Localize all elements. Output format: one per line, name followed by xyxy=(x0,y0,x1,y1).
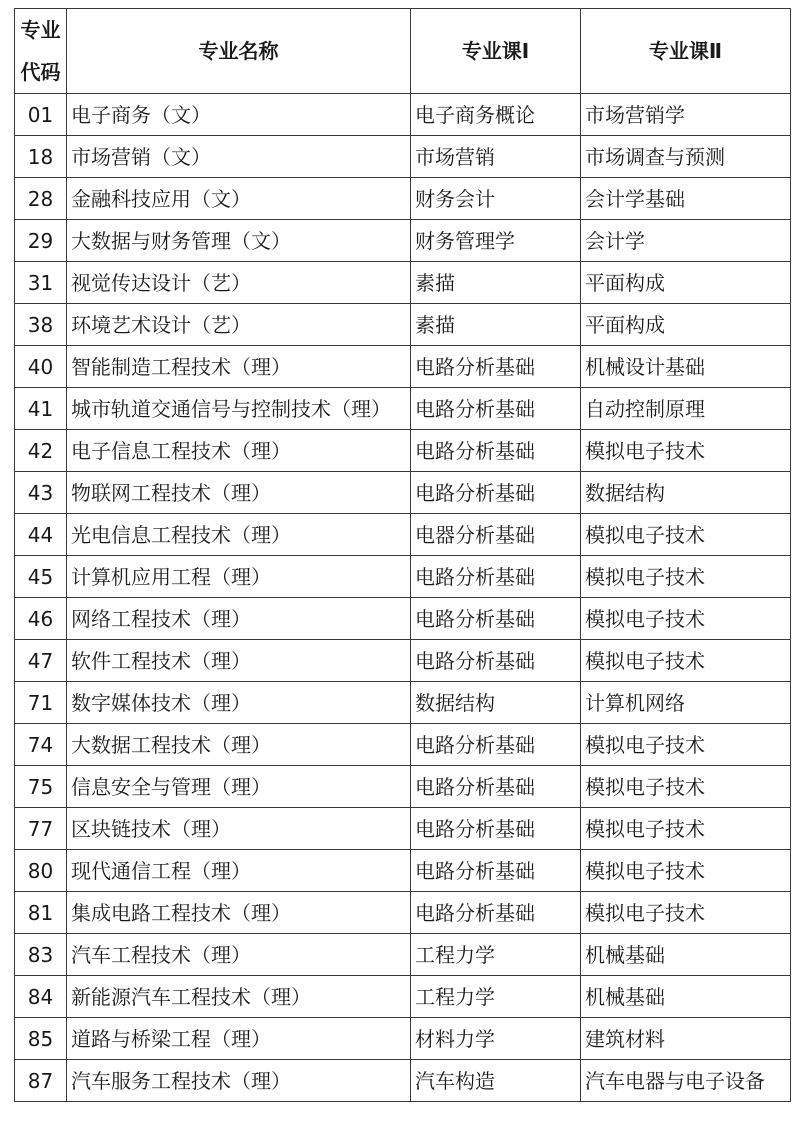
cell-name: 网络工程技术（理） xyxy=(67,598,411,640)
cell-course-2: 自动控制原理 xyxy=(581,388,791,430)
cell-name: 光电信息工程技术（理） xyxy=(67,514,411,556)
cell-course-2: 机械设计基础 xyxy=(581,346,791,388)
cell-name: 电子信息工程技术（理） xyxy=(67,430,411,472)
cell-code: 29 xyxy=(15,220,67,262)
cell-name: 视觉传达设计（艺） xyxy=(67,262,411,304)
cell-name: 计算机应用工程（理） xyxy=(67,556,411,598)
table-row xyxy=(15,556,791,598)
cell-course-1: 电路分析基础 xyxy=(411,472,581,514)
cell-code: 38 xyxy=(15,304,67,346)
table-row xyxy=(15,976,791,1018)
cell-name: 软件工程技术（理） xyxy=(67,640,411,682)
cell-course-1: 工程力学 xyxy=(411,976,581,1018)
cell-code: 71 xyxy=(15,682,67,724)
cell-course-1: 素描 xyxy=(411,262,581,304)
cell-code: 75 xyxy=(15,766,67,808)
cell-course-2: 机械基础 xyxy=(581,934,791,976)
cell-course-1: 电路分析基础 xyxy=(411,850,581,892)
table-row xyxy=(15,850,791,892)
cell-course-2: 模拟电子技术 xyxy=(581,514,791,556)
cell-code: 18 xyxy=(15,136,67,178)
cell-course-2: 计算机网络 xyxy=(581,682,791,724)
header-course-1: 专业课Ⅰ xyxy=(411,9,581,94)
cell-course-1: 市场营销 xyxy=(411,136,581,178)
cell-code: 28 xyxy=(15,178,67,220)
table-row xyxy=(15,1018,791,1060)
table-row xyxy=(15,94,791,136)
cell-code: 43 xyxy=(15,472,67,514)
cell-code: 87 xyxy=(15,1060,67,1102)
cell-name: 道路与桥梁工程（理） xyxy=(67,1018,411,1060)
cell-course-2: 模拟电子技术 xyxy=(581,640,791,682)
table-row xyxy=(15,304,791,346)
cell-name: 现代通信工程（理） xyxy=(67,850,411,892)
cell-code: 85 xyxy=(15,1018,67,1060)
table-row xyxy=(15,220,791,262)
cell-name: 环境艺术设计（艺） xyxy=(67,304,411,346)
cell-code: 83 xyxy=(15,934,67,976)
table-row xyxy=(15,1060,791,1102)
cell-code: 84 xyxy=(15,976,67,1018)
cell-name: 智能制造工程技术（理） xyxy=(67,346,411,388)
header-name: 专业名称 xyxy=(67,9,411,94)
cell-name: 物联网工程技术（理） xyxy=(67,472,411,514)
table-row xyxy=(15,682,791,724)
cell-course-1: 电路分析基础 xyxy=(411,892,581,934)
table-row xyxy=(15,472,791,514)
cell-code: 01 xyxy=(15,94,67,136)
cell-course-1: 电路分析基础 xyxy=(411,388,581,430)
cell-name: 大数据与财务管理（文） xyxy=(67,220,411,262)
cell-course-1: 电路分析基础 xyxy=(411,766,581,808)
cell-name: 汽车服务工程技术（理） xyxy=(67,1060,411,1102)
cell-course-2: 会计学 xyxy=(581,220,791,262)
table-row xyxy=(15,178,791,220)
cell-code: 47 xyxy=(15,640,67,682)
cell-code: 46 xyxy=(15,598,67,640)
cell-name: 城市轨道交通信号与控制技术（理） xyxy=(67,388,411,430)
cell-course-2: 平面构成 xyxy=(581,262,791,304)
cell-course-1: 汽车构造 xyxy=(411,1060,581,1102)
cell-course-1: 财务会计 xyxy=(411,178,581,220)
cell-course-1: 数据结构 xyxy=(411,682,581,724)
cell-course-2: 模拟电子技术 xyxy=(581,724,791,766)
cell-course-1: 电路分析基础 xyxy=(411,598,581,640)
cell-name: 新能源汽车工程技术（理） xyxy=(67,976,411,1018)
cell-code: 40 xyxy=(15,346,67,388)
cell-course-2: 建筑材料 xyxy=(581,1018,791,1060)
table-row xyxy=(15,808,791,850)
cell-course-2: 汽车电器与电子设备 xyxy=(581,1060,791,1102)
cell-code: 44 xyxy=(15,514,67,556)
cell-course-1: 工程力学 xyxy=(411,934,581,976)
cell-course-1: 电路分析基础 xyxy=(411,724,581,766)
table-row xyxy=(15,724,791,766)
cell-code: 80 xyxy=(15,850,67,892)
cell-name: 市场营销（文） xyxy=(67,136,411,178)
cell-course-2: 平面构成 xyxy=(581,304,791,346)
cell-code: 31 xyxy=(15,262,67,304)
cell-course-2: 模拟电子技术 xyxy=(581,556,791,598)
cell-course-1: 电路分析基础 xyxy=(411,640,581,682)
cell-course-1: 电路分析基础 xyxy=(411,346,581,388)
cell-name: 汽车工程技术（理） xyxy=(67,934,411,976)
cell-name: 大数据工程技术（理） xyxy=(67,724,411,766)
cell-course-1: 电路分析基础 xyxy=(411,808,581,850)
cell-course-2: 模拟电子技术 xyxy=(581,598,791,640)
cell-course-1: 财务管理学 xyxy=(411,220,581,262)
cell-code: 77 xyxy=(15,808,67,850)
table-row xyxy=(15,934,791,976)
cell-name: 电子商务（文） xyxy=(67,94,411,136)
table-row xyxy=(15,262,791,304)
cell-name: 数字媒体技术（理） xyxy=(67,682,411,724)
cell-course-1: 电路分析基础 xyxy=(411,556,581,598)
cell-course-2: 模拟电子技术 xyxy=(581,430,791,472)
cell-name: 区块链技术（理） xyxy=(67,808,411,850)
cell-course-2: 模拟电子技术 xyxy=(581,850,791,892)
cell-course-1: 电器分析基础 xyxy=(411,514,581,556)
table-row xyxy=(15,598,791,640)
major-course-table xyxy=(14,8,791,1102)
cell-course-2: 会计学基础 xyxy=(581,178,791,220)
cell-code: 45 xyxy=(15,556,67,598)
table-header-row xyxy=(15,9,791,94)
cell-course-2: 数据结构 xyxy=(581,472,791,514)
cell-course-2: 市场调查与预测 xyxy=(581,136,791,178)
header-code: 专业代码 xyxy=(15,9,67,94)
cell-course-2: 市场营销学 xyxy=(581,94,791,136)
cell-code: 74 xyxy=(15,724,67,766)
cell-course-1: 素描 xyxy=(411,304,581,346)
cell-name: 集成电路工程技术（理） xyxy=(67,892,411,934)
table-row xyxy=(15,640,791,682)
table-row xyxy=(15,430,791,472)
cell-code: 42 xyxy=(15,430,67,472)
cell-course-1: 电路分析基础 xyxy=(411,430,581,472)
table-row xyxy=(15,766,791,808)
cell-course-2: 模拟电子技术 xyxy=(581,808,791,850)
table-row xyxy=(15,514,791,556)
cell-course-2: 机械基础 xyxy=(581,976,791,1018)
table-row xyxy=(15,388,791,430)
cell-name: 金融科技应用（文） xyxy=(67,178,411,220)
table-row xyxy=(15,892,791,934)
cell-code: 41 xyxy=(15,388,67,430)
table-row xyxy=(15,346,791,388)
cell-name: 信息安全与管理（理） xyxy=(67,766,411,808)
cell-course-1: 电子商务概论 xyxy=(411,94,581,136)
table-row xyxy=(15,136,791,178)
cell-course-2: 模拟电子技术 xyxy=(581,766,791,808)
header-course-2: 专业课Ⅱ xyxy=(581,9,791,94)
cell-course-1: 材料力学 xyxy=(411,1018,581,1060)
cell-code: 81 xyxy=(15,892,67,934)
cell-course-2: 模拟电子技术 xyxy=(581,892,791,934)
